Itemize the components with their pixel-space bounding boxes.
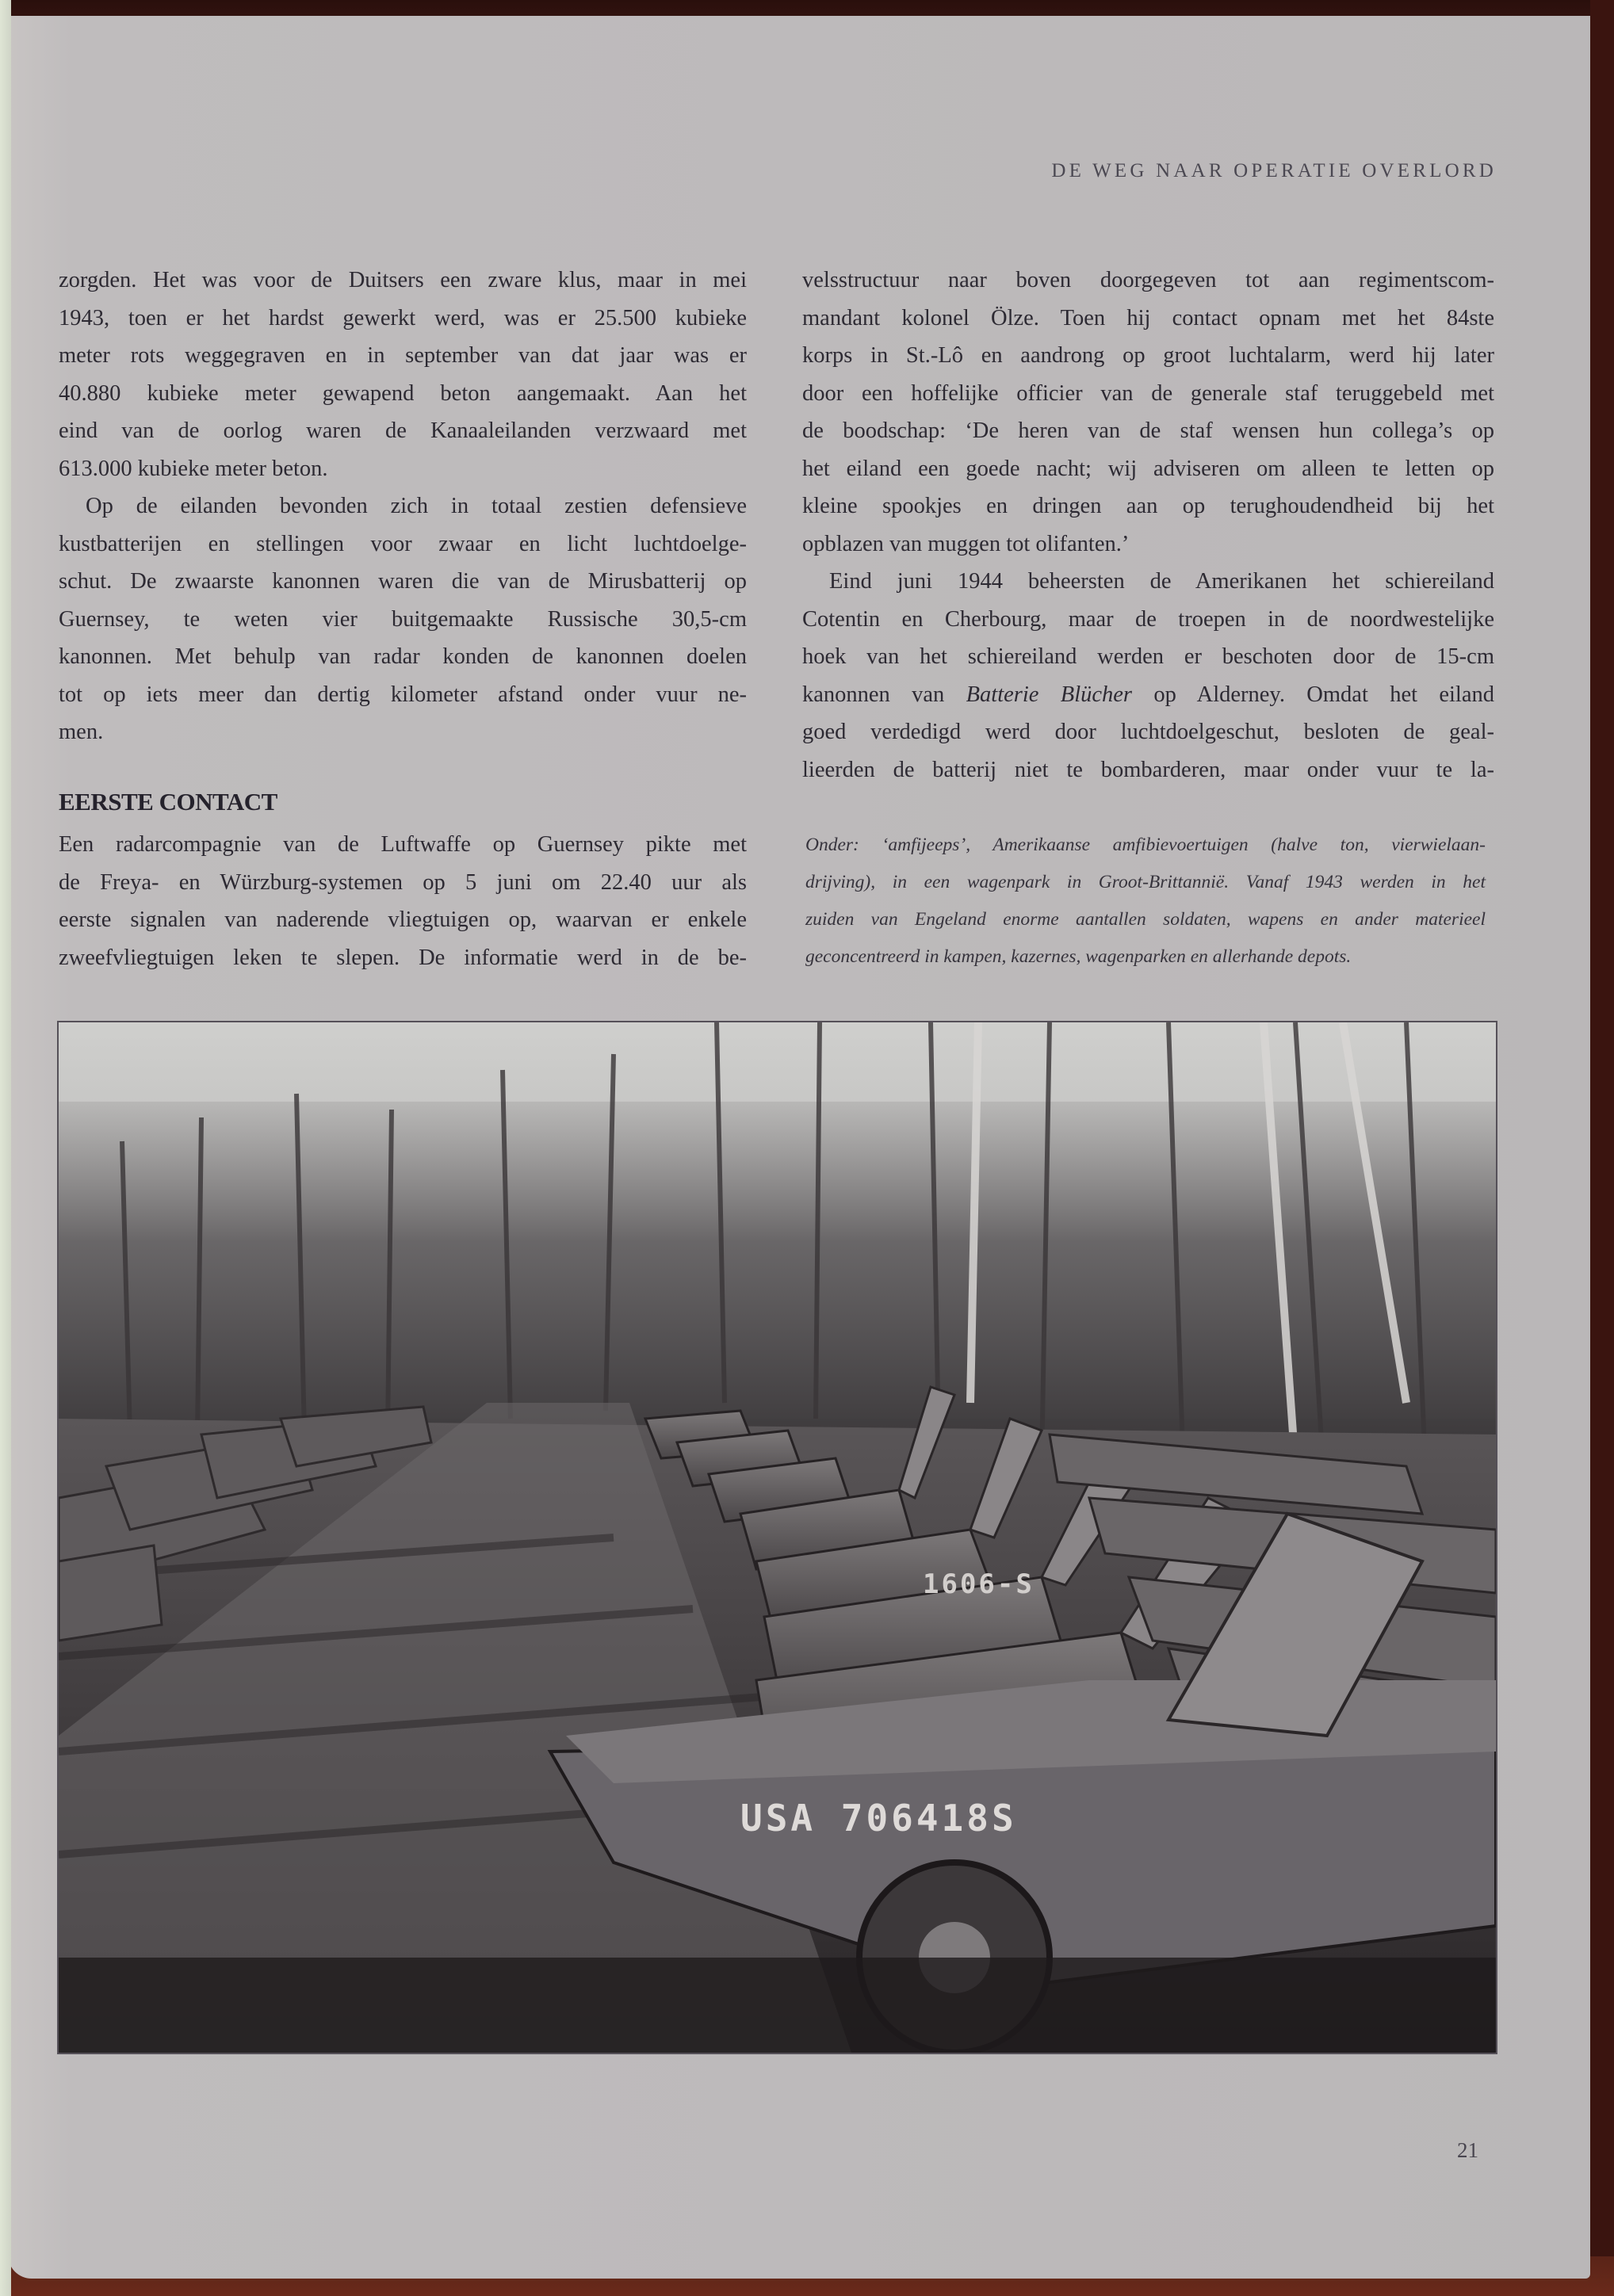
text-line: Op de eilanden bevonden zich in totaal zestien defensieve xyxy=(86,494,747,518)
text-line: schut. De zwaarste kanonnen waren die van de Mirusbatterij op xyxy=(59,569,747,594)
running-head: DE WEG NAAR OPERATIE OVERLORD xyxy=(1051,160,1497,181)
text-line: de Freya- en Würzburg-systemen op 5 juni om 22.40 uur als xyxy=(59,869,747,895)
right-column xyxy=(802,262,1494,789)
text-run: Cotentin en Cherbourg, maar de troepen in de noordwestelijke xyxy=(802,606,1494,632)
caption-line: geconcentreerd in kampen, kazernes, wagenparken en allerhande depots. xyxy=(805,946,1352,967)
text-line: kleine spookjes en dringen aan op terughoudendheid bij het xyxy=(802,494,1494,518)
text-line: eerste signalen van naderende vliegtuigen op, waarvan er enkele xyxy=(59,907,747,932)
text-line xyxy=(802,751,1494,789)
text-line: 40.880 kubieke meter gewapend beton aangemaakt. Aan het xyxy=(59,380,747,406)
paragraph xyxy=(59,487,747,751)
text-line: tot op iets meer dan dertig kilometer afstand onder vuur ne- xyxy=(59,682,747,707)
text-run: Eind juni 1944 beheersten de Amerikanen het schiereiland xyxy=(829,569,1494,594)
text-line xyxy=(802,713,1494,751)
text-line: kanonnen. Met behulp van radar konden de kanonnen doelen xyxy=(59,644,747,669)
text-run: goed verdedigd werd door luchtdoelgeschut, besloten de geal- xyxy=(802,720,1494,744)
text-line xyxy=(802,638,1494,676)
text-line: eind van de oorlog waren de Kanaaleilanden verzwaard met xyxy=(59,418,747,443)
text-line: 1943, toen er het hardst gewerkt werd, was er 25.500 kubieke xyxy=(59,305,747,330)
text-line xyxy=(802,601,1494,639)
paragraph xyxy=(802,262,1494,563)
text-line: korps in St.-Lô en aandrong op groot luchtalarm, werd hij later xyxy=(802,343,1494,368)
text-line: Een radarcompagnie van de Luftwaffe op Guernsey pikte met xyxy=(59,832,747,857)
text-line: velsstructuur naar boven doorgegeven tot aan regimentscom- xyxy=(802,268,1494,292)
text-line xyxy=(802,563,1494,601)
hull-marking: USA 706418S xyxy=(740,1797,1017,1839)
section-heading: EERSTE CONTACT xyxy=(59,788,277,816)
text-line: men. xyxy=(59,720,104,744)
paragraph xyxy=(59,262,747,487)
page-number: 21 xyxy=(1457,2138,1478,2162)
left-column xyxy=(59,262,747,751)
caption-line: Onder: ‘amfijeeps’, Amerikaanse amfibievoertuigen (halve ton, vierwielaan- xyxy=(805,835,1486,855)
paragraph xyxy=(59,826,747,976)
text-line: het eiland een goede nacht; wij adviseren om alleen te letten op xyxy=(802,456,1494,481)
italic-name: Batterie Blücher xyxy=(966,682,1133,707)
text-run: lieerden de batterij niet te bombarderen, maar onder vuur te la- xyxy=(802,757,1494,782)
text-line xyxy=(802,676,1494,714)
text-line: door een hoffelijke officier van de generale staf teruggebeld met xyxy=(802,380,1494,406)
text-line: zorgden. Het was voor de Duitsers een zware klus, maar in mei xyxy=(59,268,747,292)
photograph-amfijeeps xyxy=(57,1021,1497,2054)
text-line: Guernsey, te weten vier buitgemaakte Russische 30,5-cm xyxy=(59,606,747,632)
text-line: kustbatterijen en stellingen voor zwaar en licht luchtdoelge- xyxy=(59,531,747,556)
text-run: op Alderney. Omdat het eiland xyxy=(1132,682,1494,707)
photo-illustration xyxy=(59,1022,1496,2053)
text-line: 613.000 kubieke meter beton. xyxy=(59,456,328,481)
paragraph xyxy=(802,563,1494,789)
photo-caption xyxy=(805,827,1486,976)
caption-line: drijving), in een wagenpark in Groot-Brittannië. Vanaf 1943 werden in het xyxy=(805,872,1486,892)
page-edge xyxy=(0,0,11,2296)
text-line: meter rots weggegraven en in september van dat jaar was er xyxy=(59,343,747,368)
backdrop-right xyxy=(1590,0,1614,2296)
text-run: kanonnen van xyxy=(802,682,966,707)
text-line: zweefvliegtuigen leken te slepen. De informatie werd in de be- xyxy=(59,945,747,970)
foreground-shadow xyxy=(59,1958,1496,2053)
caption-line: zuiden van Engeland enorme aantallen soldaten, wapens en ander materieel xyxy=(805,909,1486,930)
text-line: opblazen van muggen tot olifanten.’ xyxy=(802,531,1130,556)
text-line: de boodschap: ‘De heren van de staf wensen hun collega’s op xyxy=(802,418,1494,443)
hull-marking-secondary: 1606-S xyxy=(923,1568,1035,1600)
text-line: mandant kolonel Ölze. Toen hij contact opnam met het 84ste xyxy=(802,305,1494,330)
left-column-continued xyxy=(59,826,747,976)
text-run: hoek van het schiereiland werden er beschoten door de 15-cm xyxy=(802,644,1494,669)
